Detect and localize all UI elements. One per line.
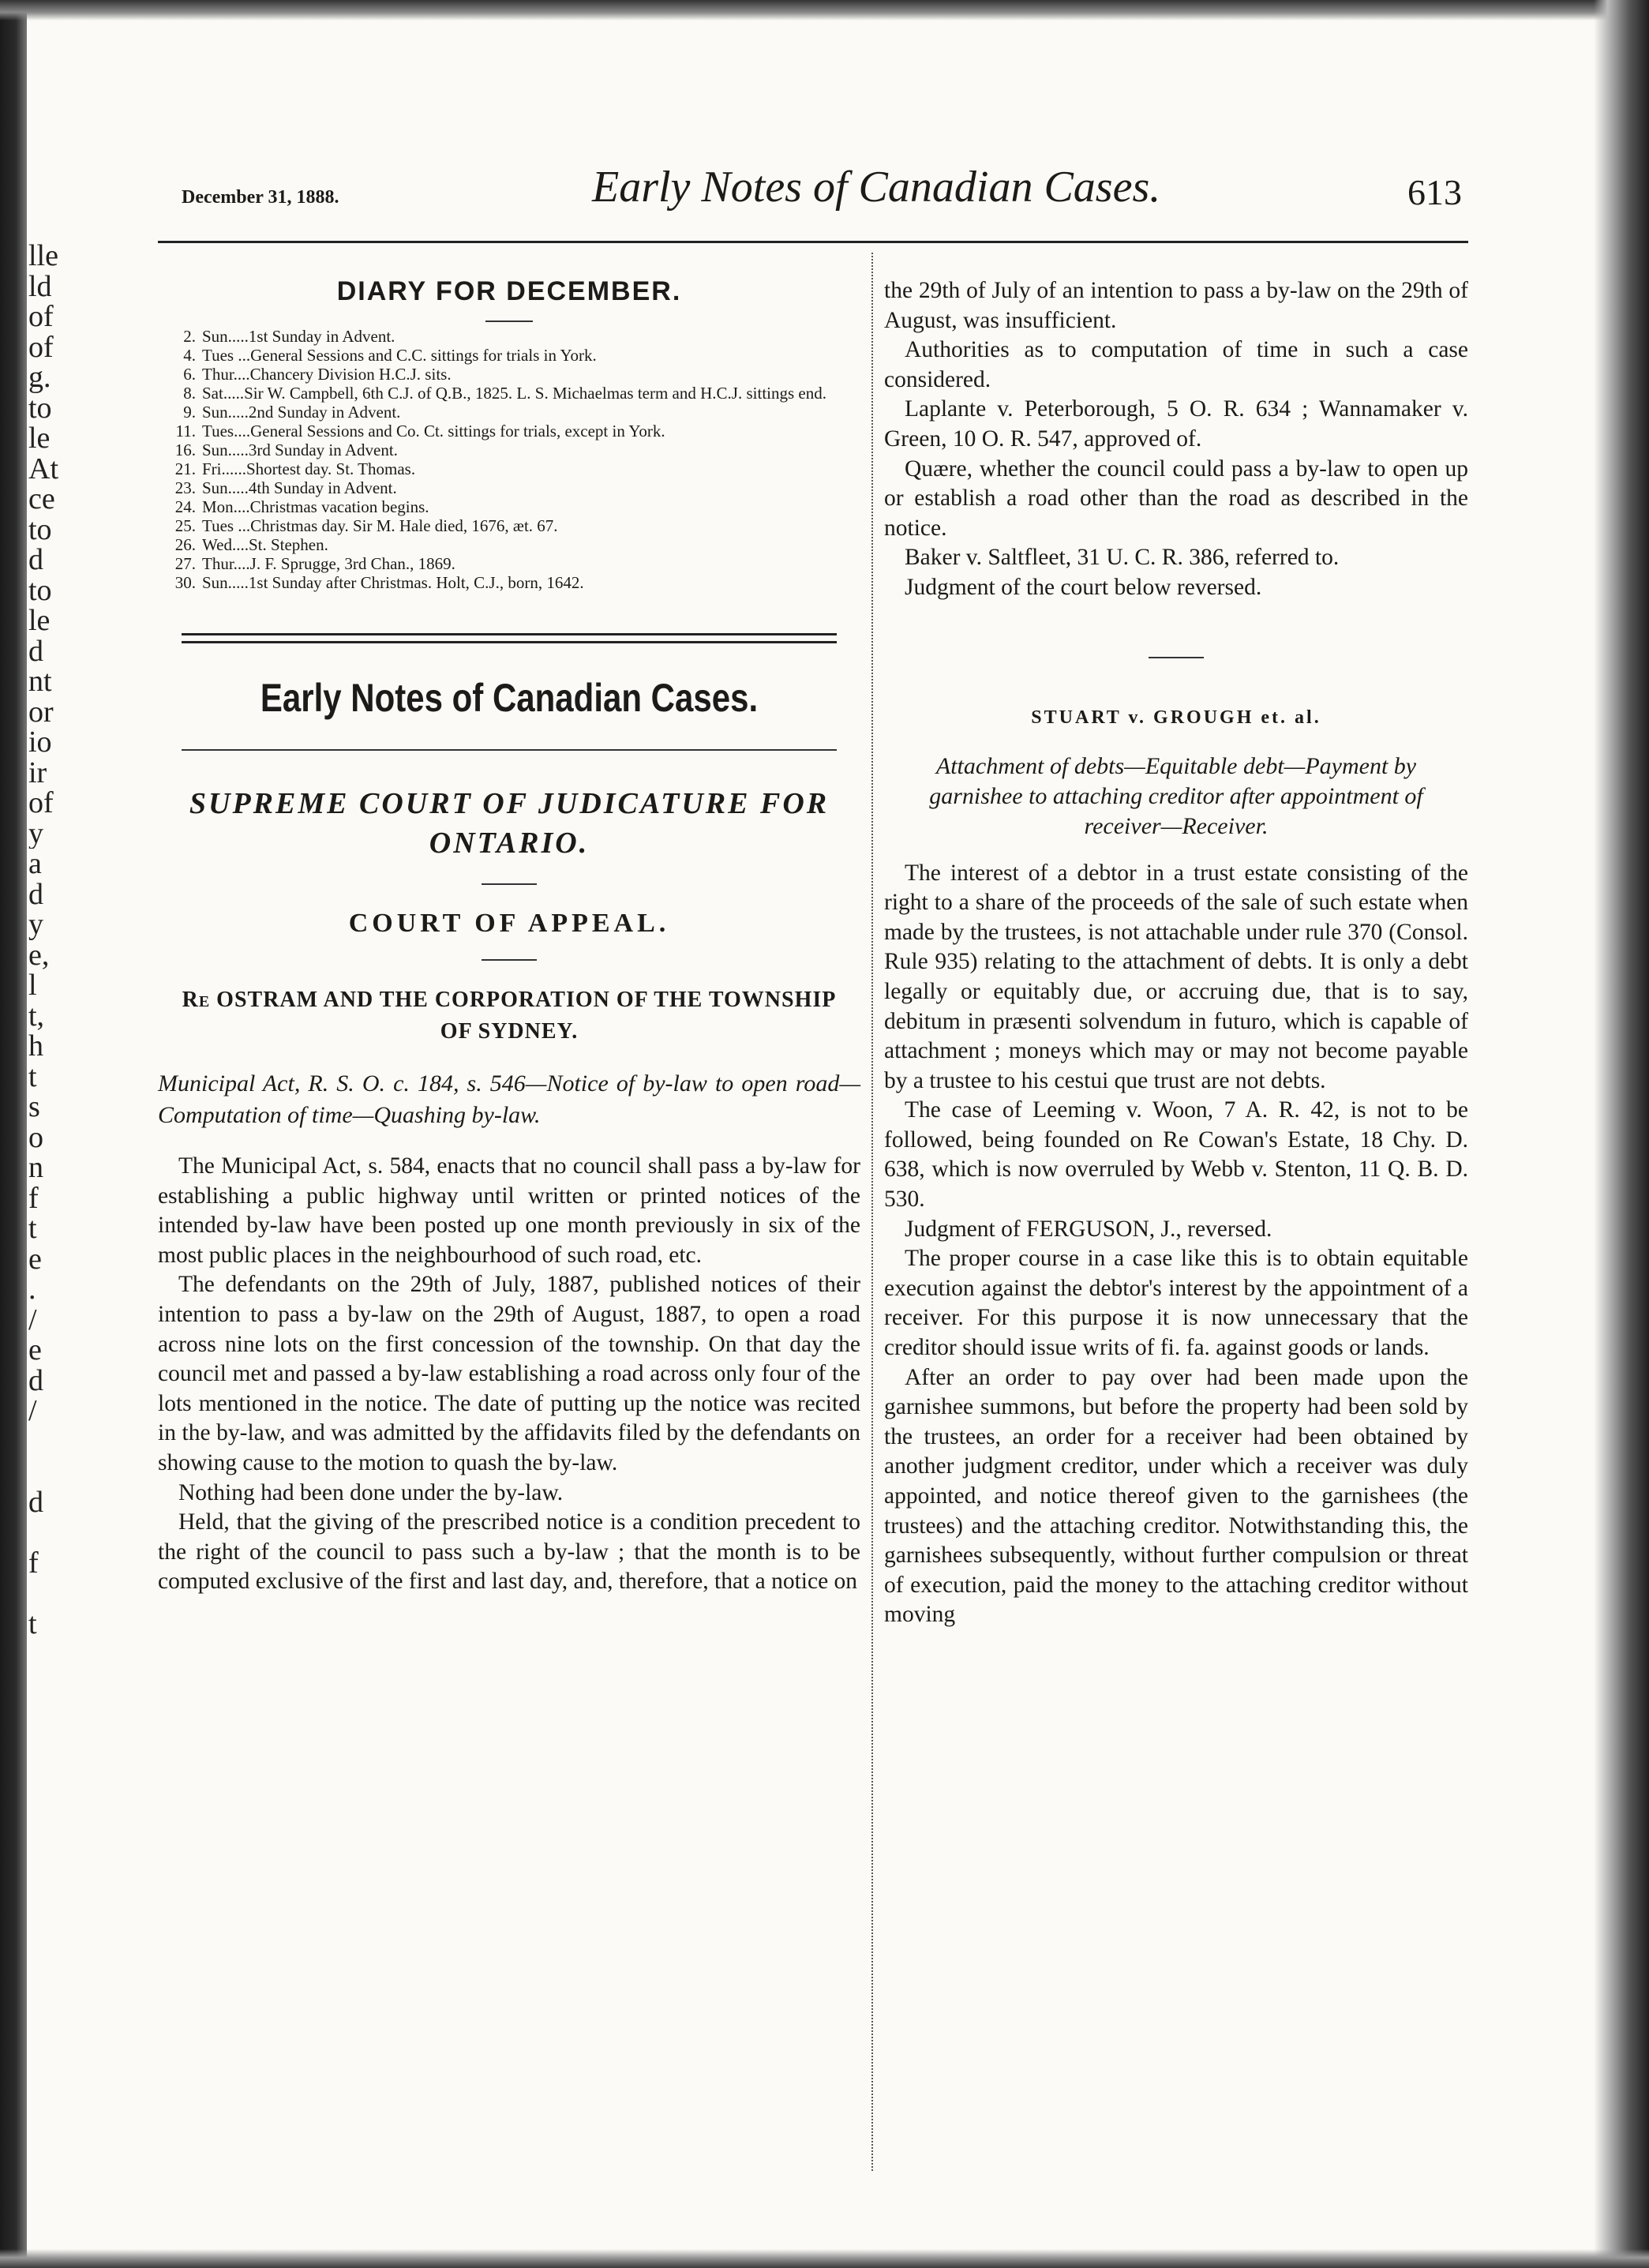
margin-fragment: .: [28, 1274, 36, 1305]
diary-item: [158, 384, 860, 403]
court-rule: [482, 883, 537, 885]
scan-edge-bottom: [0, 2249, 1649, 2268]
margin-fragment: t: [28, 1608, 37, 1639]
diary-text: Tues....General Sessions and Co. Ct. sittings for trials, except in York.: [202, 422, 665, 440]
diary-item: [158, 422, 860, 440]
margin-fragment: y: [28, 909, 43, 940]
margin-fragment: f: [28, 1547, 39, 1578]
margin-fragment: s: [28, 1092, 40, 1123]
case1-continued: Laplante v. Peterborough, 5 O. R. 634 ; Wannamaker v. Green, 10 O. R. 547, approved of.: [884, 396, 1468, 452]
margin-fragment: of: [28, 332, 54, 362]
margin-fragment: to: [28, 392, 52, 423]
diary-item: [158, 516, 860, 535]
scan-edge-top: [0, 0, 1649, 21]
margin-fragment: ce: [28, 484, 55, 515]
margin-fragment: d: [28, 1486, 43, 1517]
column-divider: [871, 253, 873, 2171]
case1-continued: the 29th of July of an intention to pass a by-law on the 29th of August, was insufficient.: [884, 278, 1468, 333]
margin-fragment: y: [28, 818, 43, 849]
case1-title: Re OSTRAM AND THE CORPORATION OF THE TOWNSHIP OF SYDNEY.: [182, 988, 837, 1044]
margin-fragment: [28, 1517, 84, 1548]
diary-day: 8.: [183, 384, 196, 403]
header-rule: [158, 241, 1468, 243]
scan-edge-right: [1594, 0, 1649, 2268]
diary-list: [158, 327, 860, 592]
diary-rule: [485, 321, 533, 322]
margin-fragment: l: [28, 970, 37, 1001]
diary-text: Sun.....2nd Sunday in Advent.: [202, 403, 401, 422]
diary-text: Sun.....4th Sunday in Advent.: [202, 478, 397, 497]
margin-fragment: to: [28, 575, 52, 605]
diary-text: Mon....Christmas vacation begins.: [202, 497, 429, 516]
right-column: [884, 276, 1468, 1630]
case1-continued: Judgment of the court below reversed.: [905, 574, 1262, 600]
case-separator-rule: [1149, 657, 1204, 658]
diary-day: 9.: [183, 403, 196, 422]
diary-day: 2.: [183, 327, 196, 346]
case2-headnote: Attachment of debts—Equitable debt—Payment by garnishee to attaching creditor after appointment of receiver—Receiver.: [929, 752, 1423, 839]
case2-paragraph: The proper course in a case like this is to obtain equitable execution against the debtor's interest by the appointment of a receiver. For this purpose it is now unnecessary that the creditor should issue writs of fi. fa. against goods or lands.: [884, 1246, 1468, 1361]
section-title: Early Notes of Canadian Cases.: [260, 676, 759, 720]
margin-fragment: o: [28, 1122, 43, 1153]
margin-fragment: /: [28, 1396, 37, 1426]
case2-paragraph: Judgment of FERGUSON, J., reversed.: [905, 1216, 1272, 1242]
margin-fragment: to: [28, 514, 52, 545]
diary-item: [158, 459, 860, 478]
division-rule: [482, 959, 537, 961]
margin-fragment: h: [28, 1031, 43, 1062]
margin-fragment: ld: [28, 271, 52, 302]
double-rule: [182, 633, 837, 643]
margin-fragment: e,: [28, 939, 50, 970]
diary-item: [158, 440, 860, 459]
diary-text: Tues ...Christmas day. Sir M. Hale died, 1676, æt. 67.: [202, 516, 558, 535]
diary-title: DIARY FOR DECEMBER.: [336, 276, 682, 306]
margin-fragment: [28, 1456, 84, 1487]
scan-edge-left: [0, 0, 27, 2268]
diary-item: [158, 554, 860, 573]
margin-fragment: or: [28, 696, 54, 727]
diary-item: [158, 478, 860, 497]
page-header: [182, 162, 1460, 225]
margin-fragment: of: [28, 788, 54, 819]
margin-fragment: of: [28, 302, 54, 332]
margin-fragment: t: [28, 1213, 37, 1244]
margin-fragment: io: [28, 727, 52, 758]
margin-fragment: le: [28, 605, 51, 636]
margin-fragment: f: [28, 1183, 39, 1213]
diary-item: [158, 327, 860, 346]
margin-fragment: d: [28, 879, 43, 909]
case1-paragraph: The defendants on the 29th of July, 1887, published notices of their intention to pass a by-law on the 29th of August, 1887, to open a road across nine lots on the first concession of the township. On that day the council met and passed a by-law establishing a road across only four of the lots mentioned in the notice. The date of putting up the notice was recited in the by-law, and was admitted by the affidavits filed by the defendants on showing cause to the motion to quash the by-law.: [158, 1272, 860, 1475]
diary-day: 11.: [175, 422, 196, 440]
margin-fragment: e: [28, 1335, 42, 1366]
diary-day: 16.: [174, 440, 196, 459]
header-date: December 31, 1888.: [182, 187, 339, 208]
margin-fragment: n: [28, 1153, 43, 1183]
diary-day: 27.: [174, 554, 196, 573]
court-division: COURT OF APPEAL.: [348, 909, 670, 938]
case1-paragraph: Nothing had been done under the by-law.: [178, 1479, 564, 1505]
section-rule: [182, 749, 837, 751]
diary-text: Thur....Chancery Division H.C.J. sits.: [202, 365, 452, 384]
diary-item: [158, 497, 860, 516]
diary-text: Sun.....1st Sunday after Christmas. Holt, C.J., born, 1642.: [202, 573, 584, 592]
margin-fragment: d: [28, 635, 43, 666]
case1-continued: Authorities as to computation of time in such a case considered.: [884, 337, 1468, 392]
diary-item: [158, 346, 860, 365]
diary-day: 4.: [183, 346, 196, 365]
case1-continued: Quære, whether the council could pass a by-law to open up or establish a road other than the road as described in the notice.: [884, 455, 1468, 541]
diary-text: Thur....J. F. Sprugge, 3rd Chan., 1869.: [202, 554, 455, 573]
diary-day: 21.: [174, 459, 196, 478]
case2-paragraph: After an order to pay over had been made upon the garnishee summons, but before the property had been sold by the trustees, an order for a receiver had been obtained by another judgment creditor, under which a receiver was duly appointed, and notice thereof given to the garnishees (the trustees) and the attaching creditor. Notwithstanding this, the garnishees subsequently, without further compulsion or threat of execution, paid the money to the attaching creditor without moving: [884, 1364, 1468, 1628]
margin-fragment: At: [28, 453, 58, 484]
diary-item: [158, 403, 860, 422]
diary-day: 30.: [174, 573, 196, 592]
margin-fragment: [28, 1578, 84, 1609]
previous-page-fragments: [28, 241, 84, 1670]
case1-headnote: Municipal Act, R. S. O. c. 184, s. 546—Notice of by-law to open road—Computation of time—Quashing by-law.: [158, 1070, 860, 1128]
diary-day: 6.: [183, 365, 196, 384]
margin-fragment: lle: [28, 241, 58, 272]
court-title: SUPREME COURT OF JUDICATURE FOR ONTARIO.: [189, 787, 830, 860]
diary-day: 23.: [174, 478, 196, 497]
diary-text: Tues ...General Sessions and C.C. sittings for trials in York.: [202, 346, 597, 365]
diary-text: Fri......Shortest day. St. Thomas.: [202, 459, 416, 478]
margin-fragment: e: [28, 1243, 42, 1274]
case1-continued: Baker v. Saltfleet, 31 U. C. R. 386, referred to.: [905, 545, 1340, 571]
diary-day: 24.: [174, 497, 196, 516]
diary-day: 26.: [174, 535, 196, 554]
margin-fragment: [28, 1426, 84, 1457]
case2-paragraph: The interest of a debtor in a trust estate consisting of the right to a share of the proceeds of the sale of such estate when made by the trustees, is not attachable under rule 370 (Consol. Rule 935) relating to the attachment of debts. It is only a debt legally or equitably due, or accruing due, that is to say, debitum in præsenti solvendum in futuro, which is capable of attachment ; moneys which may or may not become payable by a trustee to his cestui que trust are not debts.: [884, 860, 1468, 1093]
margin-fragment: nt: [28, 666, 52, 697]
case2-title: STUART v. GROUGH et. al.: [1031, 707, 1321, 728]
case1-paragraph: The Municipal Act, s. 584, enacts that no council shall pass a by-law for establishing a public highway until written or printed notices of the intended by-law have been posted up one month previously in six of the most public places in the neighbourhood of such road, etc.: [158, 1153, 860, 1268]
left-column: [158, 276, 860, 1597]
diary-item: [158, 535, 860, 554]
margin-fragment: g.: [28, 362, 51, 393]
diary-item: [158, 573, 860, 592]
margin-fragment: [28, 1639, 84, 1670]
margin-fragment: a: [28, 849, 42, 879]
margin-fragment: /: [28, 1304, 37, 1335]
diary-item: [158, 365, 860, 384]
case2-paragraph: The case of Leeming v. Woon, 7 A. R. 42, is not to be followed, being founded on Re Cowan's Estate, 18 Chy. D. 638, which is now overruled by Webb v. Stenton, 11 Q. B. D. 530.: [884, 1097, 1468, 1213]
margin-fragment: t,: [28, 1000, 45, 1031]
margin-fragment: ir: [28, 757, 47, 788]
diary-text: Wed....St. Stephen.: [202, 535, 328, 554]
margin-fragment: d: [28, 545, 43, 575]
margin-fragment: d: [28, 1365, 43, 1396]
page-number: 613: [1407, 172, 1462, 212]
header-title: Early Notes of Canadian Cases.: [592, 163, 1161, 212]
margin-fragment: t: [28, 1061, 37, 1092]
diary-text: Sat.....Sir W. Campbell, 6th C.J. of Q.B., 1825. L. S. Michaelmas term and H.C.J. sittings end.: [202, 384, 826, 403]
diary-text: Sun.....3rd Sunday in Advent.: [202, 440, 398, 459]
margin-fragment: le: [28, 423, 51, 454]
diary-day: 25.: [174, 516, 196, 535]
case1-paragraph: Held, that the giving of the prescribed notice is a condition precedent to the right of the council to pass such a by-law ; that the month is to be computed exclusive of the first and last day, and, therefore, that a notice on: [158, 1509, 860, 1595]
diary-text: Sun.....1st Sunday in Advent.: [202, 327, 395, 346]
